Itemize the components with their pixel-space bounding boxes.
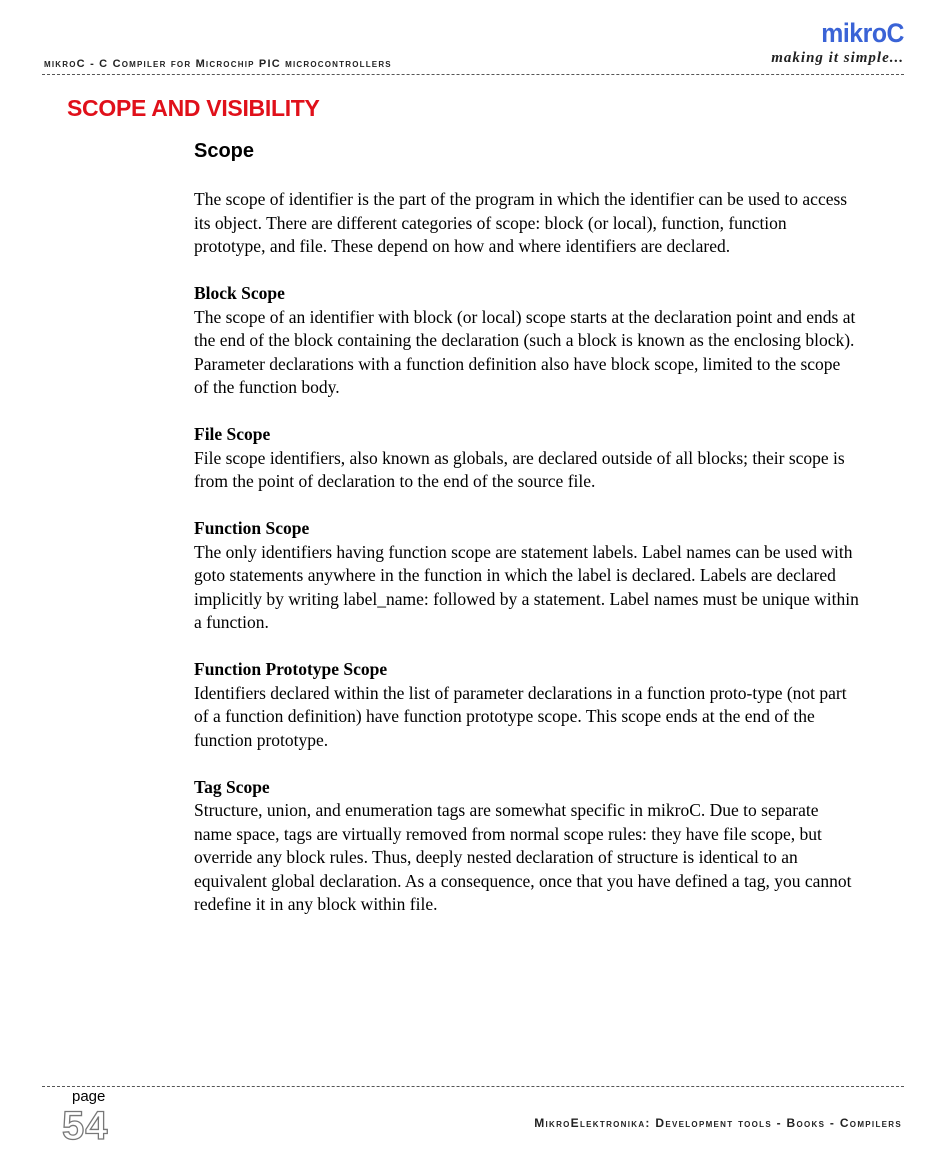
main-content xyxy=(194,140,859,940)
intro-paragraph: The scope of identifier is the part of the program in which the identifier can be used to access its object. There are different categories of scope: block (or local), function, function prototype, and file. These depend on how and where identifiers are declared. xyxy=(194,189,848,256)
page-label: page xyxy=(72,1088,106,1105)
footer-publisher-text: MikroElektronika: Development tools - Books - Compilers xyxy=(534,1116,902,1130)
subsection-function-scope xyxy=(194,517,859,635)
subsection-text: Identifiers declared within the list of parameter declarations in a function proto-type (not part of a function definition) have function prototype scope. This scope ends at the end of the function prototype. xyxy=(194,682,847,750)
subsection-title: Function Scope xyxy=(194,518,310,538)
subsection-file-scope xyxy=(194,423,859,494)
section-title: SCOPE AND VISIBILITY xyxy=(67,95,320,121)
header-book-title: mikroC - C Compiler for Microchip PIC microcontrollers xyxy=(44,58,392,70)
mikroc-logo: mikroC xyxy=(821,18,904,48)
header-divider xyxy=(42,74,904,75)
subsection-title: Block Scope xyxy=(194,283,285,303)
subsection-text: Structure, union, and enumeration tags are somewhat specific in mikroC. Due to separate name space, tags are virtually removed from normal scope rules: they have file scope, but override any block rules. Thus, deeply nested declaration of structure is identical to an equivalent global declaration. As a consequence, once that you have defined a tag, you cannot redefine it in any block within file. xyxy=(194,800,852,914)
footer-divider xyxy=(42,1086,904,1087)
subsection-text: The only identifiers having function scope are statement labels. Label names can be used with goto statements anywhere in the function in which the label is declared. Labels are declared implicitly by writing label_name: followed by a statement. Label names must be unique within a function. xyxy=(194,541,859,632)
subsection-title: Function Prototype Scope xyxy=(194,659,388,679)
subheading: Scope xyxy=(194,140,255,162)
subsection-function-prototype-scope xyxy=(194,658,859,752)
subsection-text: File scope identifiers, also known as globals, are declared outside of all blocks; their scope is from the point of declaration to the end of the source file. xyxy=(194,447,845,491)
page-number: 54 xyxy=(62,1106,109,1144)
header-tagline: making it simple... xyxy=(771,50,904,66)
subsection-tag-scope xyxy=(194,776,859,917)
subsection-title: Tag Scope xyxy=(194,776,270,797)
subsection-title: File Scope xyxy=(194,424,271,444)
subsection-text: The scope of an identifier with block (or local) scope starts at the declaration point and ends at the end of the block containing the declaration (such a block is known as the enclosing block). Parameter declarations with a function definition also have block scope, limited to the scope of the function body. xyxy=(194,306,856,397)
subsection-block-scope xyxy=(194,282,859,400)
